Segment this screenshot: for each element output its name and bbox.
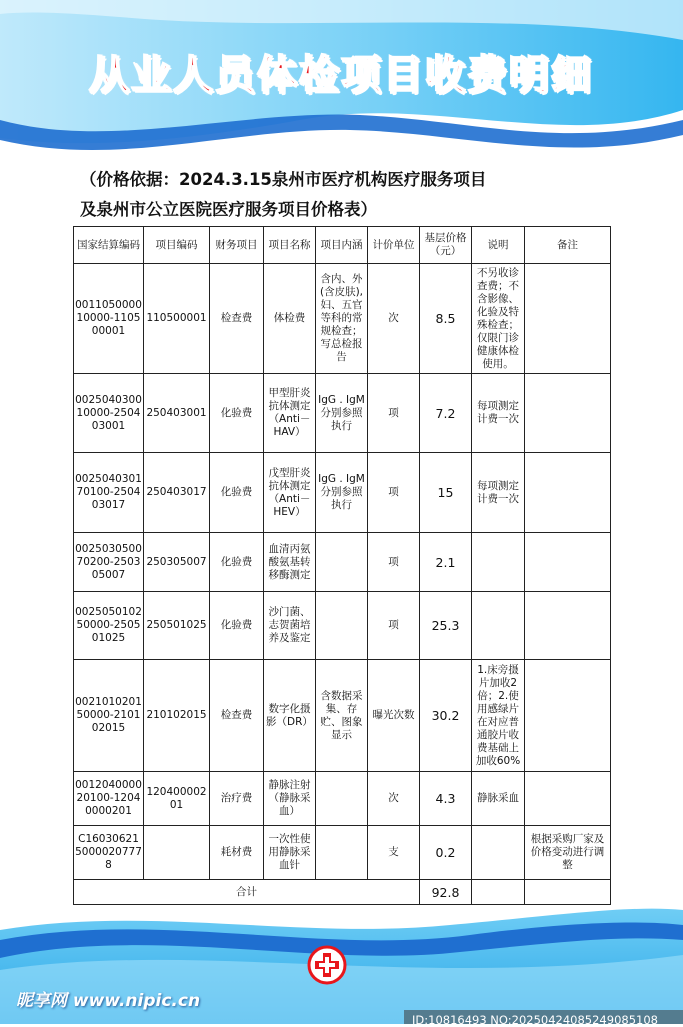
unit-cell: 支 bbox=[368, 826, 420, 880]
total-label: 合计 bbox=[74, 880, 420, 905]
content-cell: 含数据采集、存贮、图象显示 bbox=[316, 660, 368, 772]
finance-cell: 化验费 bbox=[210, 374, 264, 453]
header-remark: 备注 bbox=[525, 227, 611, 264]
total-row bbox=[74, 880, 611, 905]
item-name-cell: 静脉注射（静脉采血） bbox=[264, 772, 316, 826]
unit-cell: 项 bbox=[368, 533, 420, 592]
table-row bbox=[74, 453, 611, 533]
unit-cell: 项 bbox=[368, 453, 420, 533]
explain-cell: 1.床旁摄片加收2倍；2.使用感绿片在对应普通胶片收费基础上加收60% bbox=[472, 660, 525, 772]
item-code-cell: 250403001 bbox=[144, 374, 210, 453]
unit-cell: 次 bbox=[368, 772, 420, 826]
header-price: 基层价格（元） bbox=[420, 227, 472, 264]
table-row bbox=[74, 660, 611, 772]
header-unit: 计价单位 bbox=[368, 227, 420, 264]
finance-cell: 治疗费 bbox=[210, 772, 264, 826]
explain-cell bbox=[472, 592, 525, 660]
finance-cell: 检查费 bbox=[210, 264, 264, 374]
price-basis-note bbox=[80, 165, 640, 225]
total-explain-empty bbox=[472, 880, 525, 905]
item-code-cell: 250403017 bbox=[144, 453, 210, 533]
table-row bbox=[74, 772, 611, 826]
national-code-cell: 001204000020100-12040000201 bbox=[74, 772, 144, 826]
finance-cell: 化验费 bbox=[210, 453, 264, 533]
item-name-cell: 甲型肝炎抗体测定（Anti－HAV） bbox=[264, 374, 316, 453]
price-cell: 25.3 bbox=[420, 592, 472, 660]
header-finance-item: 财务项目 bbox=[210, 227, 264, 264]
explain-cell bbox=[472, 826, 525, 880]
remark-cell bbox=[525, 772, 611, 826]
table-row bbox=[74, 264, 611, 374]
content-cell: 含内、外(含皮肤),妇、五官等科的常规检查；写总检报告 bbox=[316, 264, 368, 374]
finance-cell: 化验费 bbox=[210, 592, 264, 660]
remark-cell: 根据采购厂家及价格变动进行调整 bbox=[525, 826, 611, 880]
national-code-cell: 002504030170100-250403017 bbox=[74, 453, 144, 533]
unit-cell: 项 bbox=[368, 592, 420, 660]
total-remark-empty bbox=[525, 880, 611, 905]
unit-cell: 曝光次数 bbox=[368, 660, 420, 772]
header-item-code: 项目编码 bbox=[144, 227, 210, 264]
price-basis-line2: 及泉州市公立医院医疗服务项目价格表） bbox=[80, 200, 377, 219]
item-code-cell bbox=[144, 826, 210, 880]
table-row bbox=[74, 533, 611, 592]
finance-cell: 检查费 bbox=[210, 660, 264, 772]
total-value: 92.8 bbox=[420, 880, 472, 905]
content-cell bbox=[316, 826, 368, 880]
page-title: 从业人员体检项目收费明细 bbox=[89, 53, 594, 99]
header-item-name: 项目名称 bbox=[264, 227, 316, 264]
price-cell: 4.3 bbox=[420, 772, 472, 826]
explain-cell: 不另收诊查费；不含影像、化验及特殊检查；仅限门诊健康体检使用。 bbox=[472, 264, 525, 374]
table-header-row bbox=[74, 227, 611, 264]
explain-cell: 静脉采血 bbox=[472, 772, 525, 826]
watermark-text: 昵享网 www.nipic.cn bbox=[16, 991, 201, 1011]
remark-cell bbox=[525, 264, 611, 374]
remark-cell bbox=[525, 660, 611, 772]
price-cell: 15 bbox=[420, 453, 472, 533]
content-cell bbox=[316, 772, 368, 826]
national-code-cell: 001105000010000-110500001 bbox=[74, 264, 144, 374]
national-code-cell: C1603062150000207778 bbox=[74, 826, 144, 880]
explain-cell bbox=[472, 533, 525, 592]
price-cell: 8.5 bbox=[420, 264, 472, 374]
price-cell: 2.1 bbox=[420, 533, 472, 592]
content-cell bbox=[316, 592, 368, 660]
item-name-cell: 体检费 bbox=[264, 264, 316, 374]
remark-cell bbox=[525, 533, 611, 592]
image-id-line: ID:10816493 NO:20250424085249085108 bbox=[412, 1013, 658, 1027]
remark-cell bbox=[525, 592, 611, 660]
finance-cell: 耗材费 bbox=[210, 826, 264, 880]
item-code-cell: 210102015 bbox=[144, 660, 210, 772]
unit-cell: 项 bbox=[368, 374, 420, 453]
item-name-cell: 戊型肝炎抗体测定（Anti－HEV） bbox=[264, 453, 316, 533]
table-row bbox=[74, 826, 611, 880]
national-code-cell: 002505010250000-250501025 bbox=[74, 592, 144, 660]
finance-cell: 化验费 bbox=[210, 533, 264, 592]
content-cell: IgG . IgM分别参照执行 bbox=[316, 374, 368, 453]
medical-cross-icon bbox=[307, 945, 347, 985]
header-content: 项目内涵 bbox=[316, 227, 368, 264]
fee-table bbox=[73, 226, 611, 905]
price-cell: 30.2 bbox=[420, 660, 472, 772]
price-cell: 0.2 bbox=[420, 826, 472, 880]
item-code-cell: 12040000201 bbox=[144, 772, 210, 826]
national-code-cell: 002503050070200-250305007 bbox=[74, 533, 144, 592]
national-code-cell: 002504030010000-250403001 bbox=[74, 374, 144, 453]
table-row bbox=[74, 592, 611, 660]
item-code-cell: 250305007 bbox=[144, 533, 210, 592]
item-name-cell: 沙门菌、志贺菌培养及鉴定 bbox=[264, 592, 316, 660]
explain-cell: 每项测定计费一次 bbox=[472, 374, 525, 453]
unit-cell: 次 bbox=[368, 264, 420, 374]
item-code-cell: 110500001 bbox=[144, 264, 210, 374]
image-id-text bbox=[412, 1013, 658, 1027]
remark-cell bbox=[525, 374, 611, 453]
national-code-cell: 002101020150000-210102015 bbox=[74, 660, 144, 772]
table-row bbox=[74, 374, 611, 453]
item-code-cell: 250501025 bbox=[144, 592, 210, 660]
item-name-cell: 一次性使用静脉采血针 bbox=[264, 826, 316, 880]
header-national-code: 国家结算编码 bbox=[74, 227, 144, 264]
header-explain: 说明 bbox=[472, 227, 525, 264]
price-basis-line1: （价格依据：2024.3.15泉州市医疗机构医疗服务项目 bbox=[80, 170, 487, 189]
item-name-cell: 血清丙氨酸氨基转移酶测定 bbox=[264, 533, 316, 592]
item-name-cell: 数字化摄影（DR） bbox=[264, 660, 316, 772]
price-cell: 7.2 bbox=[420, 374, 472, 453]
content-cell: IgG . IgM分别参照执行 bbox=[316, 453, 368, 533]
explain-cell: 每项测定计费一次 bbox=[472, 453, 525, 533]
content-cell bbox=[316, 533, 368, 592]
remark-cell bbox=[525, 453, 611, 533]
